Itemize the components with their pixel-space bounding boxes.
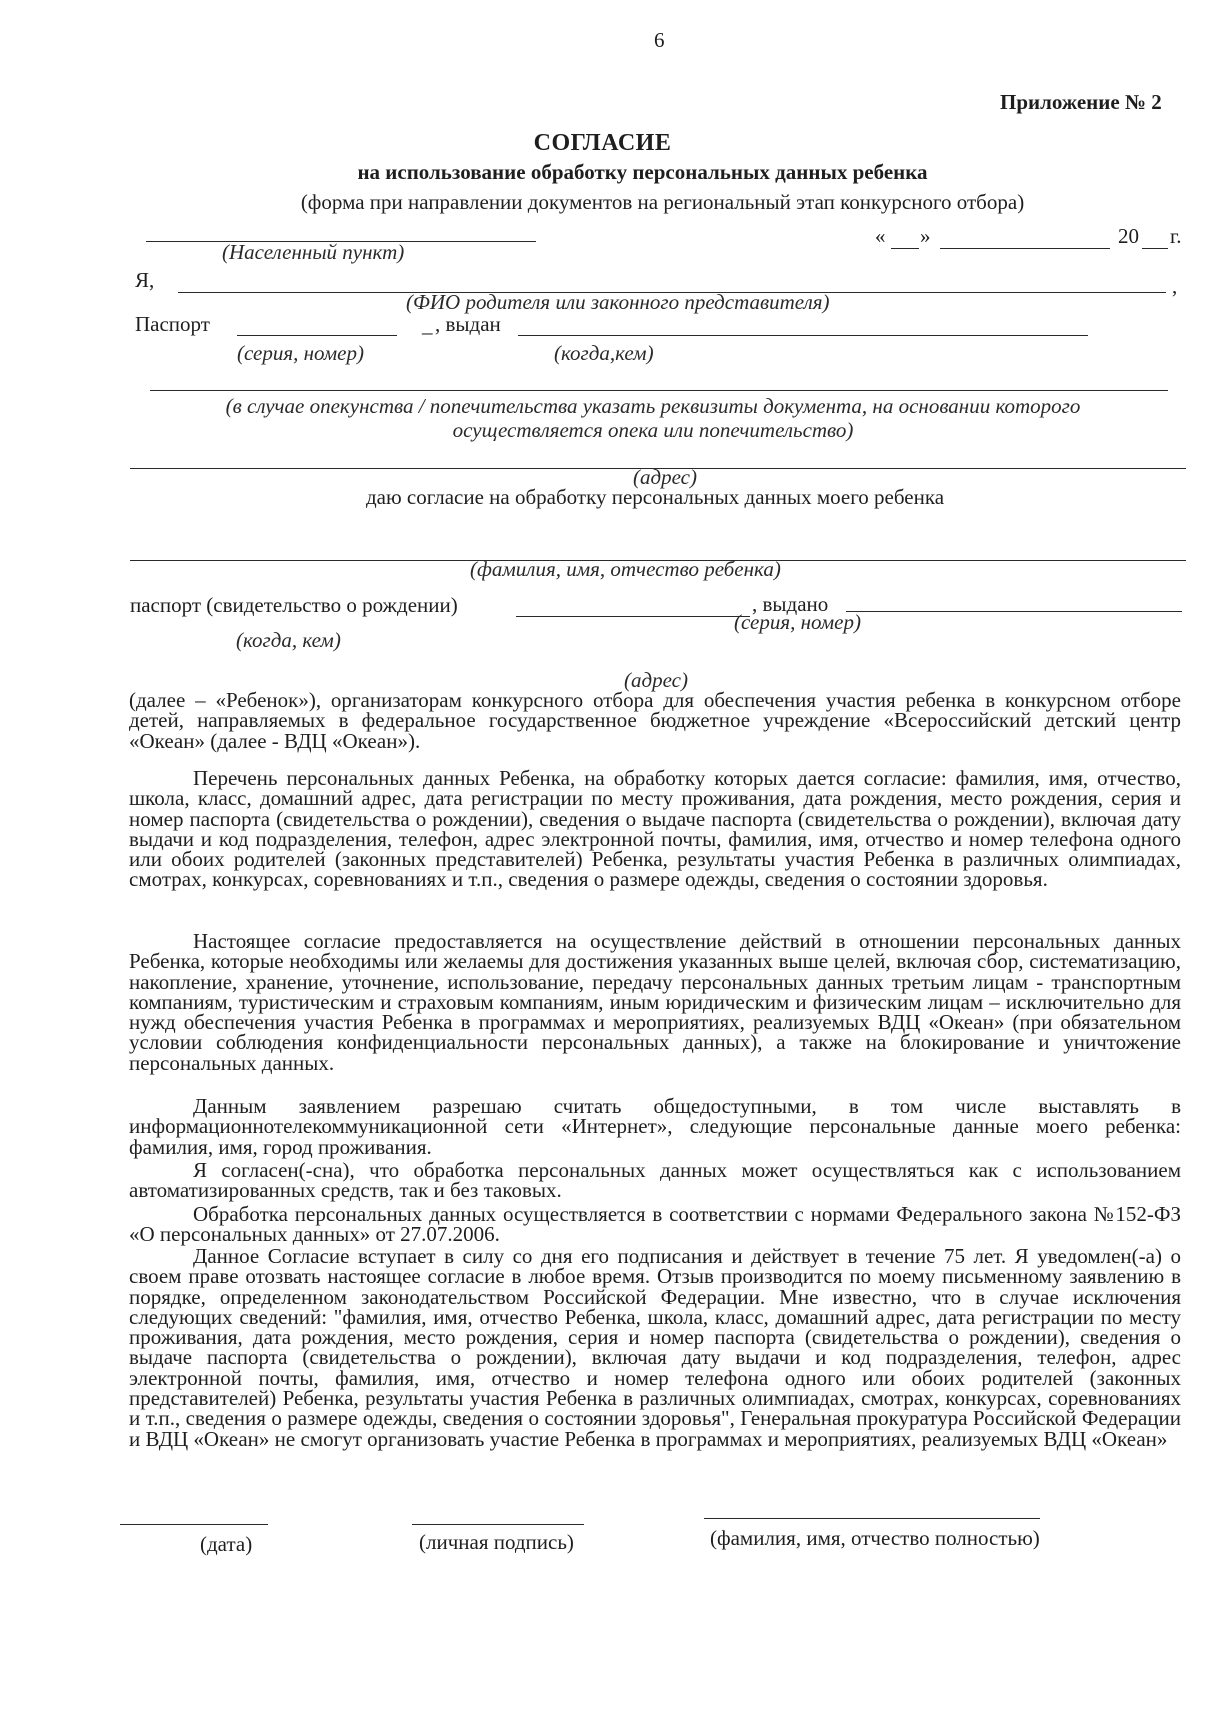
appendix-label: Приложение № 2 — [1000, 90, 1162, 114]
document-subtitle: на использование обработку персональных данных ребенка — [357, 160, 928, 184]
passport-label: Паспорт — [135, 312, 210, 336]
year-suffix: г. — [1170, 224, 1182, 248]
i-label: Я, — [135, 268, 155, 292]
page-number: 6 — [654, 28, 665, 52]
full-name-caption: (фамилия, имя, отчество полностью) — [710, 1526, 1040, 1550]
signature-caption: (личная подпись) — [419, 1530, 574, 1554]
full-name-signature-line — [704, 1518, 1040, 1519]
paragraph-3-text: Настоящее согласие предоставляется на осуществление действий в отношении персональных данных Ребенка, которые необходимы или желаемы для достижения указанных выше целей, включая сбор, систематизацию, накопление, хранение, уточнение, использование, передачу персональных данных третьим лицам - транспортным компаниям, туристическим и страховым компаниям, иным юридическим и физическим лицам – исключительно для нужд обеспечения участия Ребенка в программах и мероприятиях, реализуемых ВДЦ «Океан» (при обязательном условии соблюдения конфиденциальности персональных данных), а также на блокирование и уничтожение персональных данных. — [129, 929, 1181, 1075]
i-comma: , — [1172, 274, 1178, 298]
paragraph-6-text: Обработка персональных данных осуществляется в соответствии с нормами Федерального закона №152-ФЗ «О персональных данных» от 27.07.2006. — [129, 1202, 1181, 1247]
paragraph-4 — [129, 1096, 1181, 1157]
month-line — [940, 248, 1110, 249]
day-line — [891, 248, 919, 249]
date-caption: (дата) — [200, 1532, 253, 1556]
guardian-caption-2: осуществляется опека или попечительство) — [452, 418, 854, 442]
paragraph-4-text: Данным заявлением разрешаю считать общедоступными, в том числе выставлять в информационнотелекоммуникационной сети «Интернет», следующие персональные данные моего ребенка: фамилия, имя, город проживания. — [129, 1094, 1181, 1159]
passport-issuer-line — [518, 335, 1088, 336]
child-passport-label: паспорт (свидетельство о рождении) — [130, 593, 458, 617]
paragraph-1-text: (далее – «Ребенок»), организаторам конкурсного отбора для обеспечения участия ребенка в конкурсном отборе детей, направляемых в федеральное государственное бюджетное учреждение «Всероссийский детский центр «Океан» (далее - ВДЦ «Океан»). — [129, 688, 1181, 753]
personal-signature-line — [412, 1524, 584, 1525]
consent-line: даю согласие на обработку персональных данных моего ребенка — [365, 485, 945, 509]
paragraph-5-text: Я согласен(-сна), что обработка персональных данных может осуществляться как с использованием автоматизированных средств, так и без таковых. — [129, 1158, 1181, 1203]
paragraph-5 — [129, 1160, 1181, 1201]
parent-caption: (ФИО родителя или законного представителя) — [406, 290, 830, 314]
document-title: СОГЛАСИЕ — [533, 130, 672, 156]
guardian-caption-1: (в случае опекунства / попечительства указать реквизиты документа, на основании которого — [225, 394, 1081, 418]
paragraph-7-text: Данное Согласие вступает в силу со дня его подписания и действует в течение 75 лет. Я уведомлен(-а) о своем праве отозвать настоящее согласие в любое время. Отзыв производится по моему письменному заявлению в порядке, определенном законодательством Российской Федерации. Мне известно, что в случае исключения следующих сведений: "фамилия, имя, отчество Ребенка, школа, класс, домашний адрес, дата регистрации по месту проживания, дата рождения, место рождения, серия и номер паспорта (свидетельства о рождении), сведения о выдаче паспорта (свидетельства о рождении), включая дату выдачи и код подразделения, телефон, адрес электронной почты, фамилия, имя, отчество и номер телефона одного или обоих родителей (законных представителей) Ребенка, результаты участия Ребенка в различных олимпиадах, смотрах, конкурсах, соревнованиях и т.п., сведения о размере одежды, сведения о состоянии здоровья", Генеральная прокуратура Российской Федерации и ВДЦ «Океан» не смогут организовать участие Ребенка в программах и мероприятиях, реализуемых ВДЦ «Океан» — [129, 1244, 1181, 1451]
place-caption: (Населенный пункт) — [222, 240, 405, 264]
date-signature-line — [120, 1524, 268, 1525]
passport-number-line — [237, 335, 397, 336]
child-address-caption: (адрес) — [624, 668, 688, 692]
child-issuer-line — [846, 611, 1182, 612]
year-line — [1142, 248, 1168, 249]
paragraph-6 — [129, 1204, 1181, 1245]
passport-issued-label: , выдан — [435, 312, 501, 336]
passport-dash: _ — [422, 313, 433, 337]
child-passport-line — [516, 616, 750, 617]
address-caption: (адрес) — [633, 465, 697, 489]
paragraph-3 — [129, 931, 1181, 1073]
date-close-quote: » — [920, 224, 931, 248]
paragraph-7 — [129, 1246, 1181, 1449]
when-caption: (когда,кем) — [554, 341, 654, 365]
guardian-line — [150, 390, 1168, 391]
date-open-quote: « — [875, 224, 886, 248]
series-caption: (серия, номер) — [237, 341, 364, 365]
child-series-caption: (серия, номер) — [734, 610, 861, 634]
child-caption: (фамилия, имя, отчество ребенка) — [470, 557, 781, 581]
child-issued-label: , выдано — [752, 592, 829, 616]
paragraph-2 — [129, 768, 1181, 890]
paragraph-1 — [129, 690, 1181, 751]
child-when-caption: (когда, кем) — [236, 628, 341, 652]
form-note: (форма при направлении документов на региональный этап конкурсного отбора) — [300, 190, 1025, 214]
paragraph-2-text: Перечень персональных данных Ребенка, на обработку которых дается согласие: фамилия, имя, отчество, школа, класс, домашний адрес, дата регистрации по месту проживания, дата рождения, место рождения, серия и номер паспорта (свидетельства о рождении), сведения о выдаче паспорта (свидетельства о рождении), включая дату выдачи и код подразделения, телефон, адрес электронной почты, фамилия, имя, отчество и номер телефона одного или обоих родителей (законных представителей) Ребенка, результаты участия Ребенка в различных олимпиадах, смотрах, конкурсах, соревнованиях и т.п., сведения о размере одежды, сведения о состоянии здоровья. — [129, 766, 1181, 892]
year-prefix: 20 — [1118, 224, 1139, 248]
